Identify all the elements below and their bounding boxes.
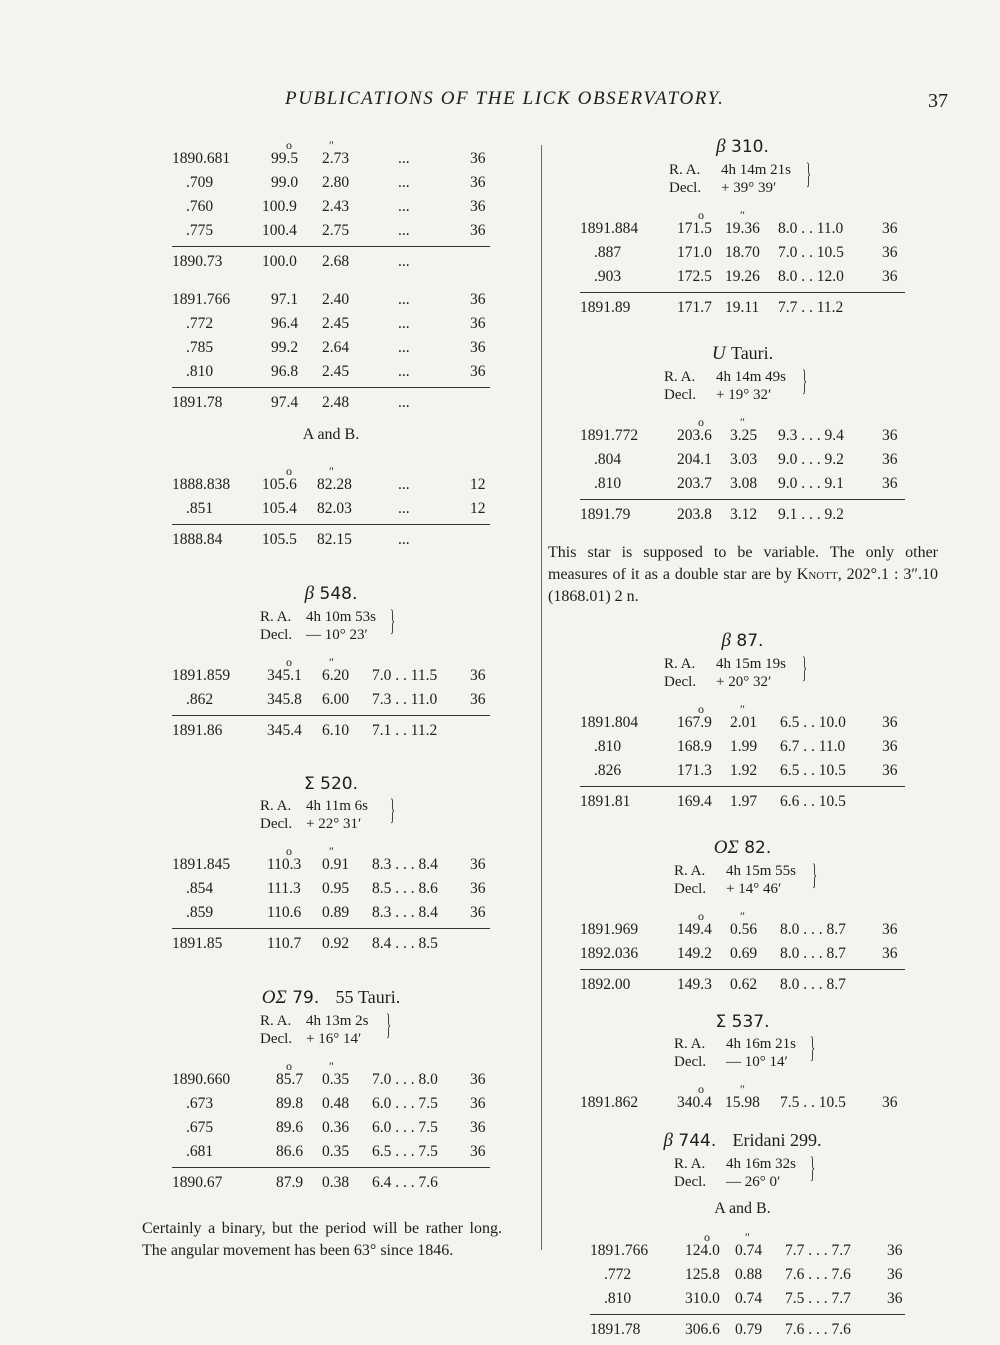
measures-table [172,854,490,957]
table-rule [580,499,905,500]
coordinates: R. A. 4h 14m 49s Decl. + 19° 32′ } [664,364,808,403]
section-subtitle: A and B. [302,426,360,443]
coordinates: R. A. 4h 16m 32s Decl. — 26° 0′ } [674,1151,816,1190]
measures-table [172,474,490,553]
star-title-utauri: U Tauri. [711,343,774,364]
unit-marks: o ″ [286,844,334,858]
coordinates: R. A. 4h 15m 19s Decl. + 20° 32′ } [664,651,808,690]
star-title-b87: β 87. [721,630,764,651]
table-rule [172,715,490,716]
table-rule [172,524,490,525]
author-knott: Knott [796,566,838,583]
table-row: 1891.772 203.6 3.25 9.3 . . . 9.4 36 [580,427,898,444]
table-row: 1891.862 340.4 15.98 7.5 . . 10.5 36 [580,1094,898,1111]
measures-table [580,919,905,998]
table-row: .804 204.1 3.03 9.0 . . . 9.2 36 [594,451,898,468]
unit-marks: o ″ [698,208,745,222]
measures-table [580,218,905,321]
table-row: .675 89.6 0.36 6.0 . . . 7.5 36 [186,1119,486,1136]
star-title-b310: β 310. [716,136,769,157]
left-column [142,136,502,1262]
mean-row: 1890.73 100.0 2.68 ... [172,253,410,270]
mean-row: 1888.84 105.5 82.15 ... [172,531,410,548]
unit-marks: o ″ [286,1059,334,1073]
unit-marks: o ″ [286,464,334,478]
unit-marks: o ″ [698,702,745,716]
table-rule [172,928,490,929]
page-number: 37 [928,90,948,112]
table-row: .810 203.7 3.08 9.0 . . . 9.1 36 [594,475,898,492]
mean-row: 1892.00 149.3 0.62 8.0 . . . 8.7 [580,976,846,993]
table-row: .810 310.0 0.74 7.5 . . . 7.7 36 [604,1290,903,1307]
table-row: 1891.845 110.3 0.91 8.3 . . . 8.4 36 [172,856,486,873]
coordinates: R. A. 4h 14m 21s Decl. + 39° 39′ } [669,157,812,196]
star-title-s520: Σ 520. [303,774,358,794]
table-row: .854 111.3 0.95 8.5 . . . 8.6 36 [186,880,486,897]
coordinates: R. A. 4h 13m 2s Decl. + 16° 14′ } [260,1008,392,1047]
table-row: 1890.660 85.7 0.35 7.0 . . . 8.0 36 [172,1071,486,1088]
star-title-s537: Σ 537. [715,1012,770,1032]
table-row: .709 99.0 2.80 ... 36 [186,174,486,191]
table-rule [580,786,905,787]
coordinates: R. A. 4h 16m 21s Decl. — 10° 14′ } [674,1031,816,1070]
running-title: PUBLICATIONS OF THE LICK OBSERVATORY. [285,88,725,109]
table-rule [580,292,905,293]
table-row: .673 89.8 0.48 6.0 . . . 7.5 36 [186,1095,486,1112]
table-row: 1891.766 124.0 0.74 7.7 . . . 7.7 36 [590,1242,903,1259]
table-row: 1891.766 97.1 2.40 ... 36 [172,291,486,308]
star-title-os82: OΣ 82. [713,837,772,858]
table-row: .851 105.4 82.03 ... 12 [186,500,486,517]
table-row: .859 110.6 0.89 8.3 . . . 8.4 36 [186,904,486,921]
table-rule [172,1167,490,1168]
right-column [548,136,939,1343]
table-row: .810 168.9 1.99 6.7 . . 11.0 36 [594,738,898,755]
measures-table [172,665,490,744]
mean-row: 1891.86 345.4 6.10 7.1 . . 11.2 [172,722,438,739]
table-row: .760 100.9 2.43 ... 36 [186,198,486,215]
table-row: 1891.884 171.5 19.36 8.0 . . 11.0 36 [580,220,898,237]
table-row: 1891.804 167.9 2.01 6.5 . . 10.0 36 [580,714,898,731]
coordinates: R. A. 4h 11m 6s Decl. + 22° 31′ } [260,793,396,832]
table-row: .862 345.8 6.00 7.3 . . 11.0 36 [186,691,486,708]
mean-row: 1891.85 110.7 0.92 8.4 . . . 8.5 [172,935,438,952]
table-row: .826 171.3 1.92 6.5 . . 10.5 36 [594,762,898,779]
mean-row: 1890.67 87.9 0.38 6.4 . . . 7.6 [172,1174,438,1191]
measures-table [580,425,905,528]
mean-row: 1891.78 306.6 0.79 7.6 . . . 7.6 [590,1321,851,1338]
binary-note: Certainly a binary, but the period will be rather long. The angular movement has been 63° since 1846. [142,1220,502,1259]
star-title-os79: OΣ 79. 55 Tauri. [261,987,401,1008]
star-title-b744: β 744. Eridani 299. [663,1130,822,1151]
mean-row: 1891.89 171.7 19.11 7.7 . . 11.2 [580,299,844,316]
table-row: .681 86.6 0.35 6.5 . . . 7.5 36 [186,1143,486,1160]
column-divider [541,145,542,1250]
measures-table [172,1069,490,1196]
mean-row: 1891.81 169.4 1.97 6.6 . . 10.5 [580,793,846,810]
table-row: .810 96.8 2.45 ... 36 [186,363,486,380]
unit-marks: o ″ [704,1230,750,1244]
table-row: .775 100.4 2.75 ... 36 [186,222,486,239]
mean-row: 1891.78 97.4 2.48 ... [172,394,410,411]
table-row: 1892.036 149.2 0.69 8.0 . . . 8.7 36 [580,945,898,962]
star-title-b548: β 548. [304,583,358,604]
unit-marks: o ″ [698,1082,745,1096]
variable-star-note: This star is supposed to be variable. The only other measures of it as a double star are by Knott, 202°.1 : 3″.10 (1868.01) 2 n. [548,544,939,605]
measures-table [580,1092,905,1116]
coordinates: R. A. 4h 10m 53s Decl. — 10° 23′ } [260,604,396,643]
mean-row: 1891.79 203.8 3.12 9.1 . . . 9.2 [580,506,844,523]
table-row: 1890.681 99.5 2.73 ... 36 [172,150,486,167]
table-rule [172,246,490,247]
table-row: 1888.838 105.6 82.28 ... 12 [172,476,486,493]
unit-marks: o ″ [286,138,334,152]
measures-table [172,148,490,416]
unit-marks: o ″ [286,655,334,669]
table-rule [580,969,905,970]
table-row: .772 125.8 0.88 7.6 . . . 7.6 36 [604,1266,903,1283]
section-subtitle: A and B. [714,1200,771,1217]
table-rule [590,1314,905,1315]
table-row: 1891.859 345.1 6.20 7.0 . . 11.5 36 [172,667,486,684]
coordinates: R. A. 4h 15m 55s Decl. + 14° 46′ } [674,858,818,897]
table-row: .785 99.2 2.64 ... 36 [186,339,486,356]
unit-marks: o ″ [698,415,745,429]
table-row: 1891.969 149.4 0.56 8.0 . . . 8.7 36 [580,921,898,938]
table-row: .887 171.0 18.70 7.0 . . 10.5 36 [594,244,898,261]
measures-table [580,1240,905,1343]
table-row: .903 172.5 19.26 8.0 . . 12.0 36 [594,268,898,285]
measures-table [580,712,905,815]
table-row: .772 96.4 2.45 ... 36 [186,315,486,332]
unit-marks: o ″ [698,909,745,923]
table-rule [172,387,490,388]
